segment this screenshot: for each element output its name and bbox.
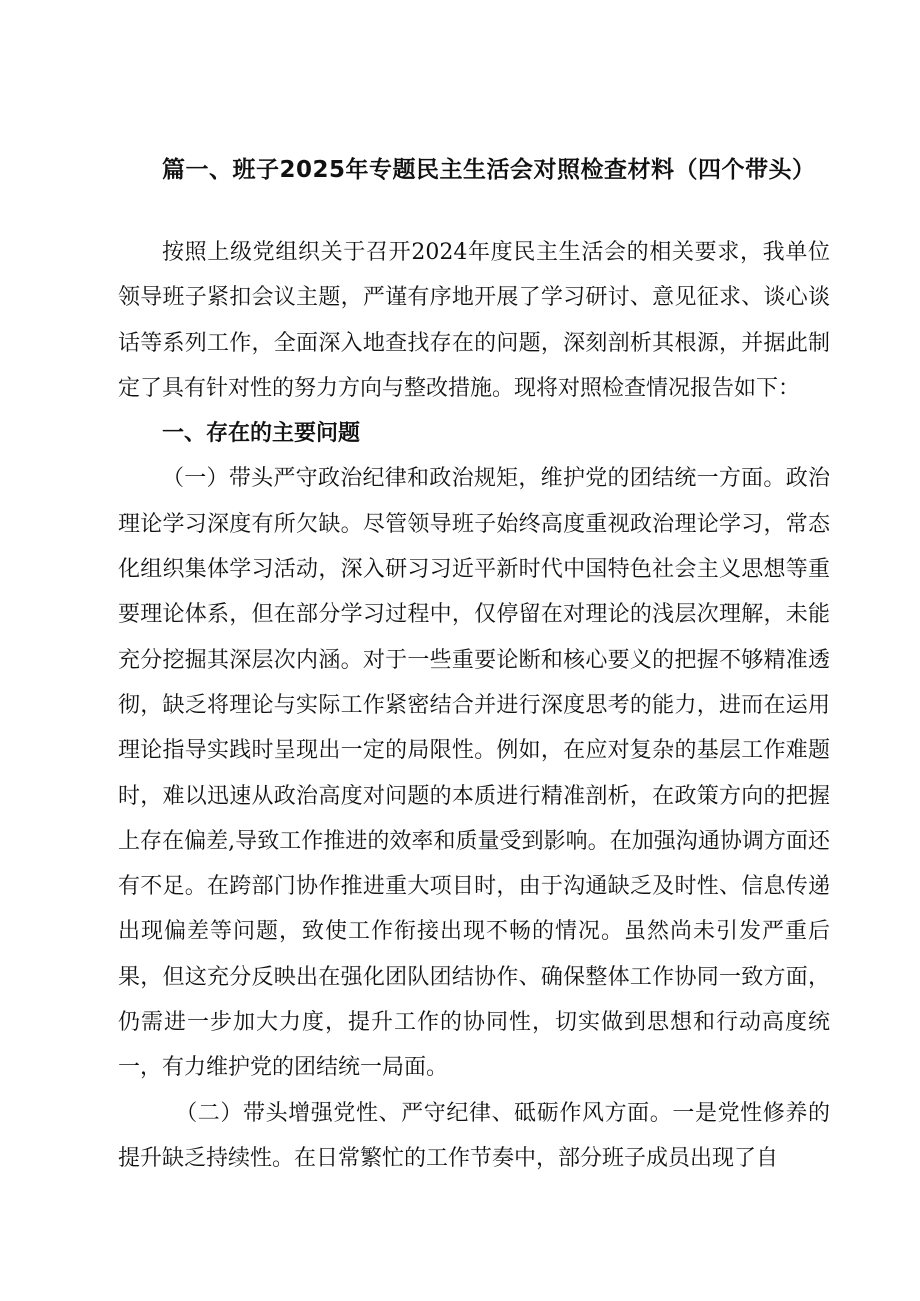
intro-paragraph: 按照上级党组织关于召开2024年度民主生活会的相关要求，我单位领导班子紧扣会议主题，严谨有序地开展了学习研讨、意见征求、谈心谈话等系列工作，全面深入地查找存在的问题，深刻剖析其根源，并据此制定了具有针对性的努力方向与整改措施。现将对照检查情况报告如下： xyxy=(118,240,830,401)
section-heading-main-problems: 一、存在的主要问题 xyxy=(162,421,361,447)
item-1-paragraph: （一）带头严守政治纪律和政治规矩，维护党的团结统一方面。政治理论学习深度有所欠缺。尽管领导班子始终高度重视政治理论学习，常态化组织集体学习活动，深入研习习近平新时代中国特色社会主义思想等重要理论体系，但在部分学习过程中，仅停留在对理论的浅层次理解，未能充分挖掘其深层次内涵。对于一些重要论断和核心要义的把握不够精准透彻，缺乏将理论与实际工作紧密结合并进行深度思考的能力，进而在运用理论指导实践时呈现出一定的局限性。例如，在应对复杂的基层工作难题时，难以迅速从政治高度对问题的本质进行精准剖析，在政策方向的把握上存在偏差,导致工作推进的效率和质量受到影响。在加强沟通协调方面还有不足。在跨部门协作推进重大项目时，由于沟通缺乏及时性、信息传递出现偏差等问题，致使工作衔接出现不畅的情况。虽然尚未引发严重后果，但这充分反映出在强化团队团结协作、确保整体工作协同一致方面，仍需进一步加大力度，提升工作的协同性，切实做到思想和行动高度统一，有力维护党的团结统一局面。 xyxy=(118,466,830,1081)
document-title: 篇一、班子2025年专题民主生活会对照检查材料（四个带头） xyxy=(162,157,816,183)
item-2-paragraph: （二）带头增强党性、严守纪律、砥砺作风方面。一是党性修养的提升缺乏持续性。在日常繁忙的工作节奏中，部分班子成员出现了自 xyxy=(118,1100,830,1171)
